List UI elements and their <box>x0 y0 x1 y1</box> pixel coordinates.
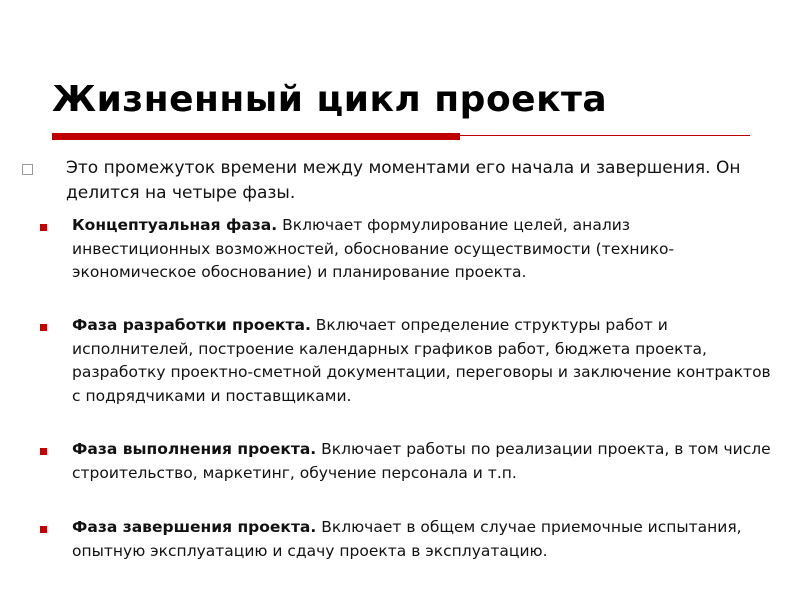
slide-title: Жизненный цикл проекта <box>52 79 608 120</box>
intro-text: Это промежуток времени между моментами его начала и завершения. Он делится на четыре фазы. <box>66 158 741 203</box>
title-underline-thick <box>52 133 460 140</box>
red-square-bullet-icon <box>40 224 47 231</box>
red-square-bullet-icon <box>40 526 47 533</box>
phase-description: Включает определение структуры работ и исполнителей, построение календарных графиков работ, бюджета проекта, разработку проектно-сметной документации, переговоры и заключение контрактов с подрядчиками и поставщиками. <box>72 316 771 405</box>
red-square-bullet-icon <box>40 324 47 331</box>
phase-name: Концептуальная фаза. <box>72 216 278 234</box>
phase-item-development <box>72 314 772 408</box>
phase-description: Включает работы по реализации проекта, в том числе строительство, маркетинг, обучение персонала и т.п. <box>72 440 771 482</box>
phase-description: Включает формулирование целей, анализ инвестиционных возможностей, обоснование осуществимости (технико-экономическое обоснование) и планирование проекта. <box>72 216 675 282</box>
phase-name: Фаза выполнения проекта. <box>72 440 317 458</box>
phase-item-conceptual <box>72 214 772 285</box>
title-underline-thin <box>460 135 750 136</box>
phase-item-completion <box>72 516 772 563</box>
phase-name: Фаза завершения проекта. <box>72 518 317 536</box>
phase-item-execution <box>72 438 772 485</box>
hollow-square-bullet-icon <box>22 164 33 175</box>
phase-name: Фаза разработки проекта. <box>72 316 311 334</box>
red-square-bullet-icon <box>40 448 47 455</box>
phase-description: Включает в общем случае приемочные испытания, опытную эксплуатацию и сдачу проекта в эксплуатацию. <box>72 518 742 560</box>
